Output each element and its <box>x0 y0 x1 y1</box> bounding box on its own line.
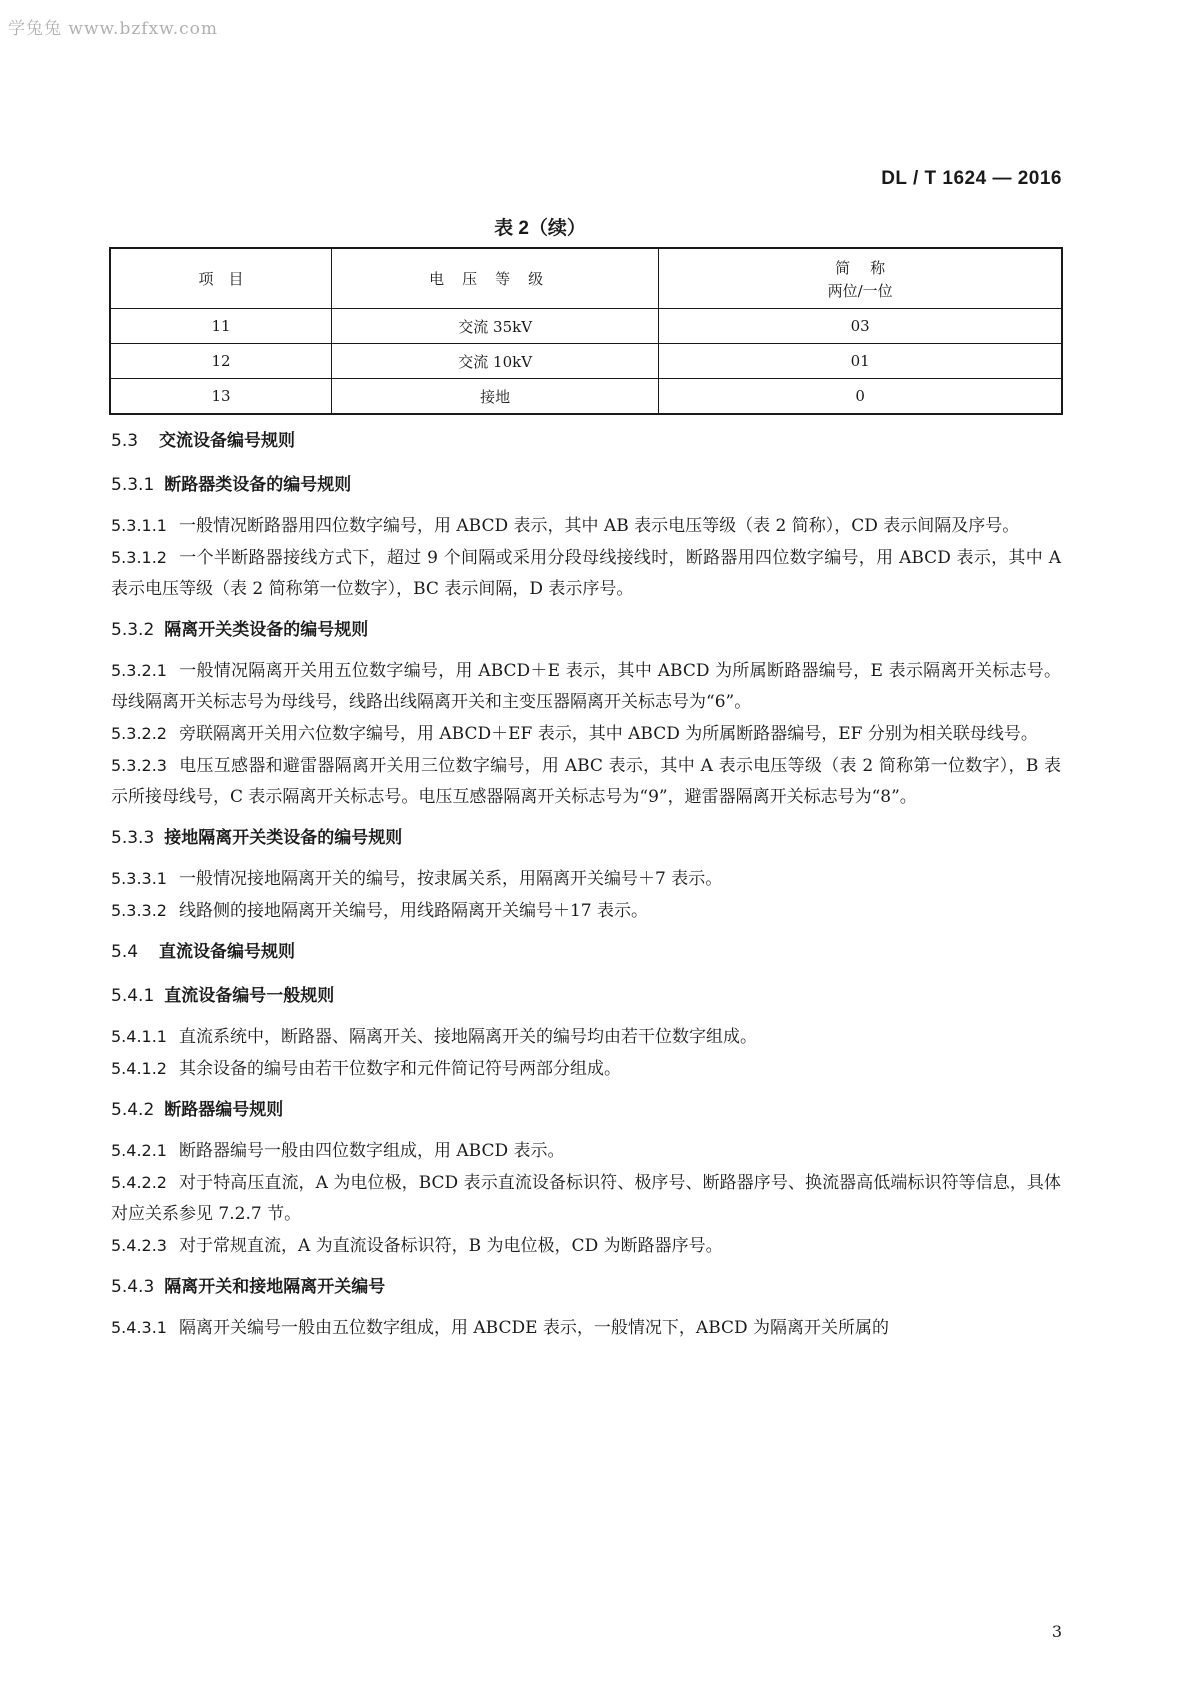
cell-item: 12 <box>110 344 332 379</box>
header-abbr: 简称 两位/一位 <box>659 248 1062 309</box>
cell-abbr: 03 <box>659 309 1062 344</box>
section-heading-5-3-1: 5.3.1 断路器类设备的编号规则 <box>111 475 352 495</box>
cell-item: 11 <box>110 309 332 344</box>
header-voltage: 电压等级 <box>332 248 659 309</box>
section-heading-5-4-1: 5.4.1 直流设备编号一般规则 <box>111 986 335 1006</box>
clause-5-4-1-1: 5.4.1.1 直流系统中，断路器、隔离开关、接地隔离开关的编号均由若干位数字组成。 <box>111 1027 757 1047</box>
cell-abbr: 0 <box>659 379 1062 415</box>
clause-5-4-1-2: 5.4.1.2 其余设备的编号由若干位数字和元件简记符号两部分组成。 <box>111 1059 621 1079</box>
table-row <box>110 379 1062 415</box>
page-number: 3 <box>1051 1622 1062 1641</box>
standard-code: DL / T 1624 — 2016 <box>881 168 1062 189</box>
clause-5-4-2-3: 5.4.2.3 对于常规直流，A 为直流设备标识符，B 为电位极，CD 为断路器序号。 <box>111 1236 723 1256</box>
table-caption: 表 2（续） <box>494 218 586 239</box>
cell-item: 13 <box>110 379 332 415</box>
section-heading-5-3: 5.3 交流设备编号规则 <box>111 431 295 451</box>
table-header-row <box>110 248 1062 309</box>
cell-voltage: 交流 35kV <box>332 309 659 344</box>
clause-5-3-1-2: 5.3.1.2 一个半断路器接线方式下，超过 9 个间隔或采用分段母线接线时，断路器用四位数字编号，用 ABCD 表示，其中 A 表示电压等级（表 2 简称第一位数字），BC 表示间隔，D 表示序号。 <box>111 548 1061 599</box>
document-body <box>111 428 1061 1344</box>
clause-5-3-1-1: 5.3.1.1 一般情况断路器用四位数字编号，用 ABCD 表示，其中 AB 表示电压等级（表 2 简称），CD 表示间隔及序号。 <box>111 516 1020 536</box>
voltage-level-table <box>109 247 1063 415</box>
section-heading-5-4-2: 5.4.2 断路器编号规则 <box>111 1100 284 1120</box>
clause-5-4-2-1: 5.4.2.1 断路器编号一般由四位数字组成，用 ABCD 表示。 <box>111 1141 565 1161</box>
clause-5-3-2-1: 5.3.2.1 一般情况隔离开关用五位数字编号，用 ABCD＋E 表示，其中 ABCD 为所属断路器编号，E 表示隔离开关标志号。母线隔离开关标志号为母线号，线路出线隔离开关和主变压器隔离开关标志号为“6”。 <box>111 661 1061 712</box>
clause-5-4-2-2: 5.4.2.2 对于特高压直流，A 为电位极，BCD 表示直流设备标识符、极序号、断路器序号、换流器高低端标识符等信息，具体对应关系参见 7.2.7 节。 <box>111 1173 1061 1224</box>
cell-voltage: 交流 10kV <box>332 344 659 379</box>
table-row <box>110 344 1062 379</box>
clause-5-3-2-2: 5.3.2.2 旁联隔离开关用六位数字编号，用 ABCD＋EF 表示，其中 ABCD 为所属断路器编号，EF 分别为相关联母线号。 <box>111 724 1038 744</box>
clause-5-3-3-1: 5.3.3.1 一般情况接地隔离开关的编号，按隶属关系，用隔离开关编号＋7 表示。 <box>111 869 723 889</box>
section-heading-5-3-2: 5.3.2 隔离开关类设备的编号规则 <box>111 620 369 640</box>
clause-5-4-3-1: 5.4.3.1 隔离开关编号一般由五位数字组成，用 ABCDE 表示，一般情况下，ABCD 为隔离开关所属的 <box>111 1318 890 1338</box>
section-heading-5-3-3: 5.3.3 接地隔离开关类设备的编号规则 <box>111 828 403 848</box>
section-heading-5-4: 5.4 直流设备编号规则 <box>111 942 295 962</box>
header-item: 项 目 <box>110 248 332 309</box>
table-row <box>110 309 1062 344</box>
cell-abbr: 01 <box>659 344 1062 379</box>
clause-5-3-3-2: 5.3.3.2 线路侧的接地隔离开关编号，用线路隔离开关编号＋17 表示。 <box>111 901 649 921</box>
watermark: 学兔兔 www.bzfxw.com <box>8 19 218 39</box>
section-heading-5-4-3: 5.4.3 隔离开关和接地隔离开关编号 <box>111 1277 386 1297</box>
cell-voltage: 接地 <box>332 379 659 415</box>
clause-5-3-2-3: 5.3.2.3 电压互感器和避雷器隔离开关用三位数字编号，用 ABC 表示，其中 A 表示电压等级（表 2 简称第一位数字），B 表示所接母线号，C 表示隔离开关标志号。电压互感器隔离开关标志号为“9”，避雷器隔离开关标志号为“8”。 <box>111 756 1061 807</box>
